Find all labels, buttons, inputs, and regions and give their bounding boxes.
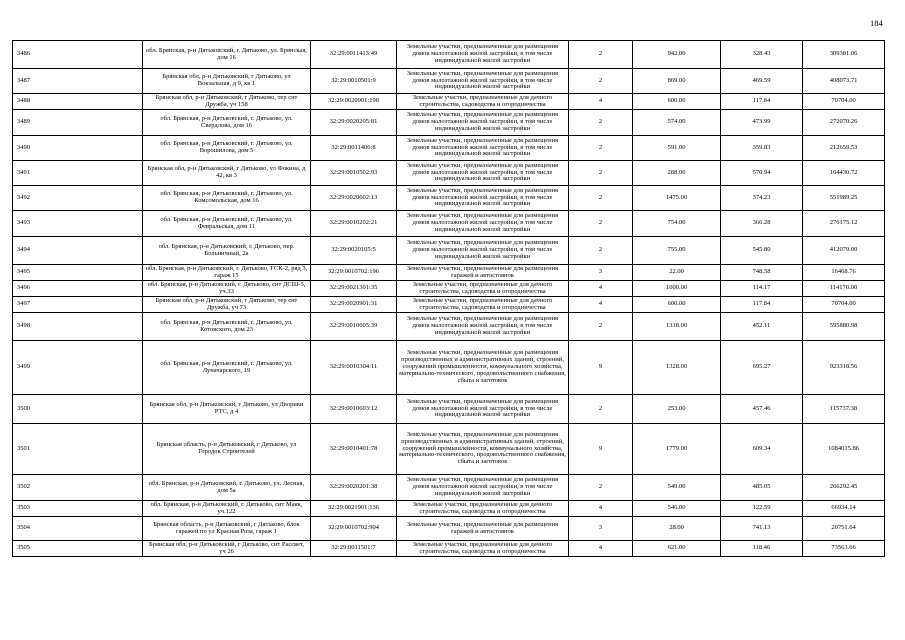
cell-use-group: 4: [569, 281, 633, 297]
cell-area: 549.00: [633, 475, 721, 501]
cell-address: обл. Брянская, р-н Дятьковский, г. Дятьково, ул. Котовского, дом 23: [143, 313, 311, 341]
cell-permitted-use: Земельные участки, предназначенные для размещения домов малоэтажной жилой застройки, в том числе индивидуальной жилой застройки: [397, 237, 569, 265]
cell-specific-value: 457.46: [721, 395, 803, 424]
cell-use-group: 3: [569, 517, 633, 541]
cell-permitted-use: Земельные участки, предназначенные для размещения домов малоэтажной жилой застройки, в том числе индивидуальной жилой застройки: [397, 211, 569, 237]
table-body: [13, 41, 885, 557]
cell-area: 1475.00: [633, 186, 721, 211]
cell-address: Брянская обл, р-н Дятьковский, г Дятьково, ул Фокина, д 42, кв 3: [143, 161, 311, 186]
cell-number: 3504: [13, 517, 143, 541]
cell-permitted-use: Земельные участки, предназначенные для размещения домов малоэтажной жилой застройки, в том числе индивидуальной жилой застройки: [397, 475, 569, 501]
cell-area: 754.00: [633, 211, 721, 237]
cell-cadastral-value: 70704.00: [803, 94, 885, 110]
cell-permitted-use: Земельные участки, предназначенные для размещения домов малоэтажной жилой застройки, в том числе индивидуальной жилой застройки: [397, 136, 569, 161]
cell-cadastral-number: 32:29:0011501:7: [311, 541, 397, 557]
cell-cadastral-number: 32:29:0010501:9: [311, 69, 397, 94]
cell-cadastral-value: 20751.64: [803, 517, 885, 541]
cell-area: 28.00: [633, 517, 721, 541]
table-row: [13, 281, 885, 297]
cell-permitted-use: Земельные участки, предназначенные для размещения гаражей и автостоянок: [397, 265, 569, 281]
table-row: [13, 297, 885, 313]
table-row: [13, 395, 885, 424]
table-row: [13, 110, 885, 136]
cell-permitted-use: Земельные участки, предназначенные для дачного строительства, садоводства и огородничества: [397, 281, 569, 297]
cell-permitted-use: Земельные участки, предназначенные для размещения домов малоэтажной жилой застройки, в том числе индивидуальной жилой застройки: [397, 69, 569, 94]
table-row: [13, 313, 885, 341]
cell-address: Брянская обл, р-н Дятьковский, г Дятьково, ул Вокзальная, д 9, кв 1: [143, 69, 311, 94]
table-row: [13, 186, 885, 211]
cell-cadastral-value: 115737.38: [803, 395, 885, 424]
cell-address: обл. Брянская, р-н Дятьковский, г. Дятьково, ул. Свердлова, дом 16: [143, 110, 311, 136]
cell-address: Брянская обл, р-н Дятьковский, г Дятьково, тер снт Дружба, уч 158: [143, 94, 311, 110]
cell-specific-value: 374.23: [721, 186, 803, 211]
cell-address: обл. Брянская, р-н Дятьковский, г. Дятьково, ул. Комсомольская, дом 16: [143, 186, 311, 211]
cell-cadastral-number: 32:29:0021901:136: [311, 501, 397, 517]
cell-use-group: 2: [569, 69, 633, 94]
cell-cadastral-number: 32:29:0020901:198: [311, 94, 397, 110]
cell-cadastral-value: 66934.14: [803, 501, 885, 517]
cell-permitted-use: Земельные участки, предназначенные для размещения домов малоэтажной жилой застройки, в том числе индивидуальной жилой застройки: [397, 161, 569, 186]
cell-cadastral-value: 595880.98: [803, 313, 885, 341]
cell-specific-value: 118.46: [721, 541, 803, 557]
cell-area: 253.00: [633, 395, 721, 424]
cell-permitted-use: Земельные участки, предназначенные для размещения производственных и административных зданий, строений, сооружений промышленности, коммунального хозяйства, материально-технического, продовольственного снабжения, сбыта и заготовок: [397, 424, 569, 475]
cell-cadastral-value: 266292.45: [803, 475, 885, 501]
table-row: [13, 94, 885, 110]
table-row: [13, 475, 885, 501]
cell-address: Брянская обл, р-н Дятьковский, г Дятьково, ул Дворики РТС, д 4: [143, 395, 311, 424]
cell-use-group: 2: [569, 211, 633, 237]
cell-permitted-use: Земельные участки, предназначенные для размещения домов малоэтажной жилой застройки, в том числе индивидуальной жилой застройки: [397, 41, 569, 69]
cell-cadastral-value: 212659.53: [803, 136, 885, 161]
cell-cadastral-number: 32:29:0010304:11: [311, 341, 397, 395]
cell-address: Брянская обл, р-н Дятьковский, г Дятьково, снт Рассвет, уч 26: [143, 541, 311, 557]
cell-use-group: 2: [569, 186, 633, 211]
cell-use-group: 2: [569, 110, 633, 136]
cell-cadastral-value: 73563.66: [803, 541, 885, 557]
cell-specific-value: 485.05: [721, 475, 803, 501]
cell-number: 3491: [13, 161, 143, 186]
cell-permitted-use: Земельные участки, предназначенные для дачного строительства, садоводства и огородничества: [397, 94, 569, 110]
cell-address: Брянская область, р-н Дятьковский, г Дятьково, блок гаражей по ул Красная Роза, гараж 1: [143, 517, 311, 541]
cell-cadastral-number: 32:29:0010702:196: [311, 265, 397, 281]
cell-area: 869.00: [633, 69, 721, 94]
cell-cadastral-number: 32:29:0010502:93: [311, 161, 397, 186]
cell-specific-value: 473.99: [721, 110, 803, 136]
table-row: [13, 424, 885, 475]
cell-number: 3505: [13, 541, 143, 557]
cell-number: 3489: [13, 110, 143, 136]
table-row: [13, 541, 885, 557]
cell-specific-value: 741.13: [721, 517, 803, 541]
cell-specific-value: 609.34: [721, 424, 803, 475]
cell-area: 755.00: [633, 237, 721, 265]
cell-number: 3490: [13, 136, 143, 161]
cell-permitted-use: Земельные участки, предназначенные для размещения производственных и административных зданий, строений, сооружений промышленности, коммунального хозяйства, материально-технического, продовольственного снабжения, сбыта и заготовок: [397, 341, 569, 395]
cell-cadastral-value: 272070.26: [803, 110, 885, 136]
table-row: [13, 341, 885, 395]
table-row: [13, 265, 885, 281]
table-row: [13, 517, 885, 541]
cell-cadastral-value: 1084015.86: [803, 424, 885, 475]
cell-number: 3493: [13, 211, 143, 237]
table-row: [13, 211, 885, 237]
cell-number: 3501: [13, 424, 143, 475]
cell-cadastral-number: 32:29:0021301:35: [311, 281, 397, 297]
cell-cadastral-value: 408073.71: [803, 69, 885, 94]
cell-area: 574.00: [633, 110, 721, 136]
cell-permitted-use: Земельные участки, предназначенные для размещения домов малоэтажной жилой застройки, в том числе индивидуальной жилой застройки: [397, 186, 569, 211]
cell-cadastral-value: 16468.76: [803, 265, 885, 281]
cell-number: 3497: [13, 297, 143, 313]
cell-cadastral-value: 114170.00: [803, 281, 885, 297]
cell-address: обл. Брянская, р-н Дятьковский, г. Дятьково, ул. Лесная, дом 5а: [143, 475, 311, 501]
cell-number: 3495: [13, 265, 143, 281]
cell-specific-value: 114.17: [721, 281, 803, 297]
cell-permitted-use: Земельные участки, предназначенные для дачного строительства, садоводства и огородничества: [397, 501, 569, 517]
cell-area: 546.00: [633, 501, 721, 517]
cell-address: Брянская обл, р-н Дятьковский, г Дятьково, тер снт Дружба, уч 73: [143, 297, 311, 313]
cell-number: 3486: [13, 41, 143, 69]
cell-cadastral-number: 32:29:0010401:78: [311, 424, 397, 475]
cell-area: 942.00: [633, 41, 721, 69]
cell-permitted-use: Земельные участки, предназначенные для размещения домов малоэтажной жилой застройки, в том числе индивидуальной жилой застройки: [397, 313, 569, 341]
cell-area: 22.00: [633, 265, 721, 281]
cell-use-group: 3: [569, 265, 633, 281]
cell-cadastral-number: 32:29:0020201:38: [311, 475, 397, 501]
cell-cadastral-number: 32:29:0011406:8: [311, 136, 397, 161]
cell-cadastral-number: 32:29:0010202:21: [311, 211, 397, 237]
cell-specific-value: 117.84: [721, 94, 803, 110]
cell-specific-value: 545.80: [721, 237, 803, 265]
page-number: 184: [870, 18, 883, 28]
cell-area: 1318.00: [633, 313, 721, 341]
cell-number: 3494: [13, 237, 143, 265]
cell-address: обл. Брянская, р-н Дятьковский, г. Дятьково, ул. Ворошилова, дом 5: [143, 136, 311, 161]
table-row: [13, 41, 885, 69]
cell-cadastral-number: 32:29:0020105:5: [311, 237, 397, 265]
cell-specific-value: 366.28: [721, 211, 803, 237]
cell-number: 3502: [13, 475, 143, 501]
cell-use-group: 2: [569, 237, 633, 265]
cell-cadastral-value: 551989.25: [803, 186, 885, 211]
cell-area: 288.00: [633, 161, 721, 186]
cell-permitted-use: Земельные участки, предназначенные для размещения домов малоэтажной жилой застройки, в том числе индивидуальной жилой застройки: [397, 395, 569, 424]
cell-use-group: 2: [569, 313, 633, 341]
cell-use-group: 4: [569, 501, 633, 517]
cell-use-group: 2: [569, 136, 633, 161]
cell-number: 3492: [13, 186, 143, 211]
cell-use-group: 4: [569, 541, 633, 557]
cell-cadastral-number: 32:29:0020205:81: [311, 110, 397, 136]
cell-specific-value: 328.43: [721, 41, 803, 69]
cell-specific-value: 122.59: [721, 501, 803, 517]
cell-number: 3488: [13, 94, 143, 110]
cell-number: 3499: [13, 341, 143, 395]
cell-specific-value: 748.58: [721, 265, 803, 281]
cell-use-group: 2: [569, 41, 633, 69]
table-row: [13, 136, 885, 161]
table-row: [13, 69, 885, 94]
cell-area: 1000.00: [633, 281, 721, 297]
cell-permitted-use: Земельные участки, предназначенные для дачного строительства, садоводства и огородничества: [397, 541, 569, 557]
cell-permitted-use: Земельные участки, предназначенные для дачного строительства, садоводства и огородничества: [397, 297, 569, 313]
cell-area: 621.00: [633, 541, 721, 557]
cell-address: обл. Брянская, р-н Дятьковский, г. Дятьково, снт ДСШ-3, уч.33: [143, 281, 311, 297]
cell-use-group: 2: [569, 395, 633, 424]
cell-cadastral-number: 32:29:0011413:49: [311, 41, 397, 69]
cell-cadastral-value: 309381.06: [803, 41, 885, 69]
cell-number: 3496: [13, 281, 143, 297]
cell-cadastral-value: 276175.12: [803, 211, 885, 237]
cell-cadastral-number: 32:29:0020602:13: [311, 186, 397, 211]
cell-specific-value: 570.94: [721, 161, 803, 186]
cell-use-group: 4: [569, 94, 633, 110]
cell-address: Брянская область, р-н Дятьковский, г Дятьково, ул Городок Строителей: [143, 424, 311, 475]
cell-use-group: 9: [569, 424, 633, 475]
cell-address: обл. Брянская, р-н Дятьковский, г. Дятьково, пер. Больничный, 2а: [143, 237, 311, 265]
table-row: [13, 161, 885, 186]
cell-cadastral-value: 412079.00: [803, 237, 885, 265]
cell-cadastral-number: 32:29:0010605:39: [311, 313, 397, 341]
cell-number: 3503: [13, 501, 143, 517]
cell-address: обл. Брянская, р-н Дятьковский, г. Дятьково, ул. Луначарского, 19: [143, 341, 311, 395]
cell-address: обл. Брянская, р-н Дятьковский, г. Дятьково, ул. Брянская, дом 16: [143, 41, 311, 69]
cell-cadastral-value: 164430.72: [803, 161, 885, 186]
cell-use-group: 9: [569, 341, 633, 395]
cell-specific-value: 359.83: [721, 136, 803, 161]
cell-cadastral-value: 70704.00: [803, 297, 885, 313]
cell-use-group: 2: [569, 475, 633, 501]
cell-area: 600.00: [633, 297, 721, 313]
cell-specific-value: 117.84: [721, 297, 803, 313]
cadastral-value-table: [12, 40, 885, 557]
cell-area: 1328.00: [633, 341, 721, 395]
cell-use-group: 4: [569, 297, 633, 313]
cell-permitted-use: Земельные участки, предназначенные для размещения гаражей и автостоянок: [397, 517, 569, 541]
cell-specific-value: 469.59: [721, 69, 803, 94]
cell-permitted-use: Земельные участки, предназначенные для размещения домов малоэтажной жилой застройки, в том числе индивидуальной жилой застройки: [397, 110, 569, 136]
cell-specific-value: 695.27: [721, 341, 803, 395]
cell-number: 3500: [13, 395, 143, 424]
cell-cadastral-value: 923318.56: [803, 341, 885, 395]
cell-cadastral-number: 32:29:0010702:904: [311, 517, 397, 541]
cell-cadastral-number: 32:29:0020901:31: [311, 297, 397, 313]
cell-cadastral-number: 32:29:0010603:12: [311, 395, 397, 424]
table-row: [13, 501, 885, 517]
cell-address: обл. Брянская, р-н Дятьковский, г. Дятьково, ул. Февральская, дом 11: [143, 211, 311, 237]
cell-area: 600.00: [633, 94, 721, 110]
cell-specific-value: 452.11: [721, 313, 803, 341]
cell-address: обл. Брянская, р-н Дятьковский, г. Дятьково, снт Маяк, уч.122: [143, 501, 311, 517]
cell-area: 1779.00: [633, 424, 721, 475]
cell-number: 3487: [13, 69, 143, 94]
table-row: [13, 237, 885, 265]
cell-area: 591.00: [633, 136, 721, 161]
cell-address: обл. Брянская, р-н Дятьковский, г. Дятьково, ГСК-2, ряд 3, гараж 15: [143, 265, 311, 281]
cell-use-group: 2: [569, 161, 633, 186]
cell-number: 3498: [13, 313, 143, 341]
